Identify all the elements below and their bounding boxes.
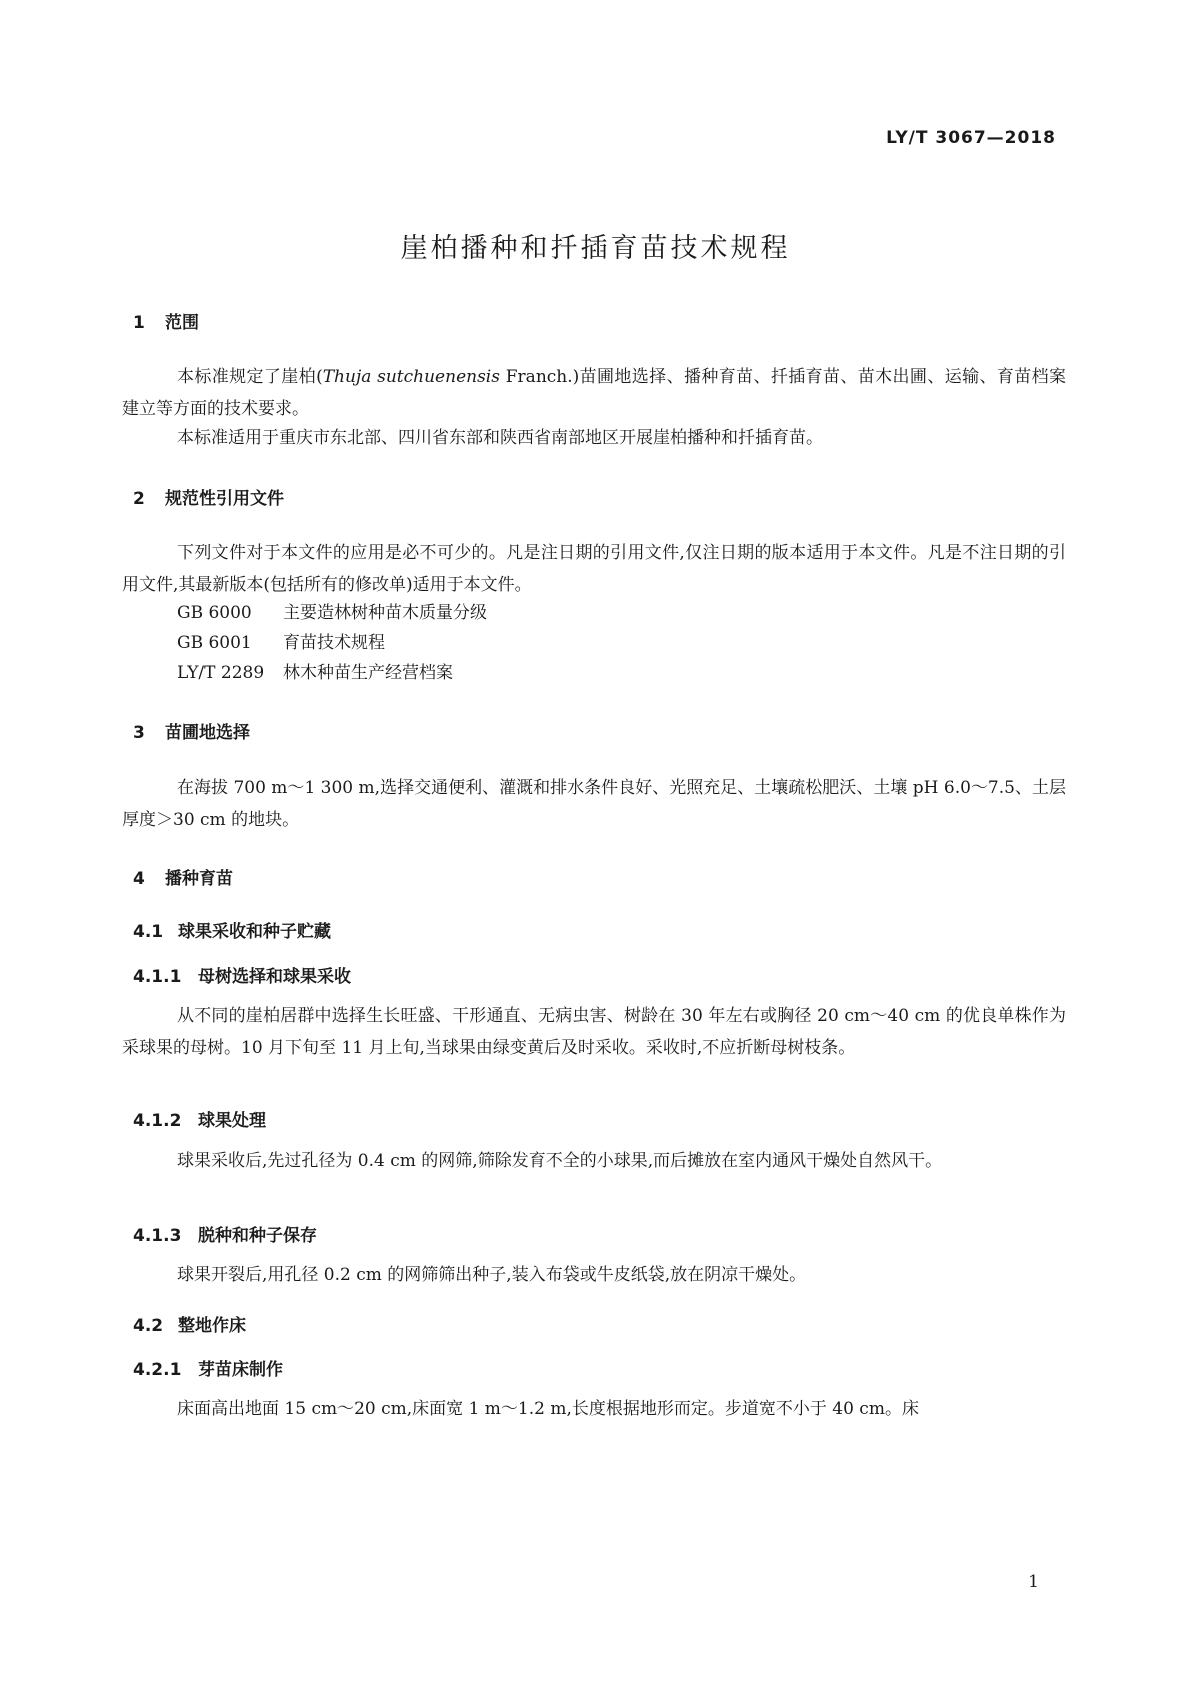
reference-code: GB 6001 <box>177 633 252 653</box>
reference-title: 育苗技术规程 <box>283 633 385 653</box>
subsection-heading-4-1-3 <box>133 1221 317 1246</box>
reference-code: LY/T 2289 <box>177 663 265 683</box>
section-heading-4 <box>133 864 233 889</box>
section-title: 规范性引用文件 <box>165 489 284 509</box>
section-heading-1 <box>133 308 199 333</box>
reference-title: 林木种苗生产经营档案 <box>283 663 453 683</box>
references-intro: 下列文件对于本文件的应用是必不可少的。凡是注日期的引用文件,仅注日期的版本适用于本文件。凡是不注日期的引用文件,其最新版本(包括所有的修改单)适用于本文件。 <box>122 543 1066 595</box>
seedbed-paragraph: 床面高出地面 15 cm～20 cm,床面宽 1 m～1.2 m,长度根据地形而定。步道宽不小于 40 cm。床 <box>177 1399 919 1419</box>
document-title: 崖柏播种和扦插育苗技术规程 <box>400 233 791 264</box>
section-number: 1 <box>133 313 145 333</box>
subsection-title: 整地作床 <box>178 1316 246 1336</box>
section-title: 播种育苗 <box>165 869 233 889</box>
mother-tree-paragraph: 从不同的崖柏居群中选择生长旺盛、干形通直、无病虫害、树龄在 30 年左右或胸径 20 cm～40 cm 的优良单株作为采球果的母树。10 月下旬至 11 月上旬,当球果由绿变黄后及时采收。采收时,不应折断母树枝条。 <box>122 1006 1066 1058</box>
section-number: 3 <box>133 723 145 743</box>
page-number: 1 <box>1028 1572 1039 1592</box>
section-heading-2 <box>133 484 284 509</box>
section-number: 4 <box>133 869 145 889</box>
reference-code: GB 6000 <box>177 603 252 623</box>
reference-item <box>177 658 453 683</box>
section-number: 2 <box>133 489 145 509</box>
nursery-site-paragraph: 在海拔 700 m～1 300 m,选择交通便利、灌溉和排水条件良好、光照充足、土壤疏松肥沃、土壤 pH 6.0～7.5、土层厚度＞30 cm 的地块。 <box>122 778 1066 830</box>
subsection-number: 4.2 <box>133 1316 164 1336</box>
cone-treatment-paragraph: 球果采收后,先过孔径为 0.4 cm 的网筛,筛除发育不全的小球果,而后摊放在室内通风干燥处自然风干。 <box>177 1151 943 1171</box>
subsection-title: 母树选择和球果采收 <box>198 967 351 987</box>
subsection-heading-4-1-2 <box>133 1106 266 1131</box>
seed-storage-paragraph: 球果开裂后,用孔径 0.2 cm 的网筛筛出种子,装入布袋或牛皮纸袋,放在阴凉干燥处。 <box>177 1265 807 1285</box>
subsection-title: 脱种和种子保存 <box>198 1226 317 1246</box>
subsection-number: 4.1.1 <box>133 967 182 987</box>
subsection-heading-4-2-1 <box>133 1355 283 1380</box>
latin-name: Thuja sutchuenensis <box>322 367 500 387</box>
section-title: 范围 <box>165 313 199 333</box>
section-heading-3 <box>133 718 250 743</box>
subsection-number: 4.2.1 <box>133 1360 182 1380</box>
subsection-number: 4.1.2 <box>133 1111 182 1131</box>
scope-paragraph-1: 本标准规定了崖柏(Thuja sutchuenensis Franch.)苗圃地选择、播种育苗、扦插育苗、苗木出圃、运输、育苗档案建立等方面的技术要求。 <box>122 367 1066 419</box>
subsection-number: 4.1.3 <box>133 1226 182 1246</box>
reference-item <box>177 628 385 653</box>
subsection-number: 4.1 <box>133 922 164 942</box>
subsection-title: 芽苗床制作 <box>198 1360 283 1380</box>
subsection-title: 球果处理 <box>198 1111 266 1131</box>
reference-item <box>177 598 487 623</box>
subsection-title: 球果采收和种子贮藏 <box>178 922 331 942</box>
standard-number: LY/T 3067—2018 <box>886 128 1056 148</box>
subsection-heading-4-1 <box>133 917 331 942</box>
section-title: 苗圃地选择 <box>165 723 250 743</box>
scope-paragraph-2: 本标准适用于重庆市东北部、四川省东部和陕西省南部地区开展崖柏播种和扦插育苗。 <box>177 428 823 448</box>
reference-title: 主要造林树种苗木质量分级 <box>283 603 487 623</box>
subsection-heading-4-1-1 <box>133 962 351 987</box>
subsection-heading-4-2 <box>133 1311 246 1336</box>
